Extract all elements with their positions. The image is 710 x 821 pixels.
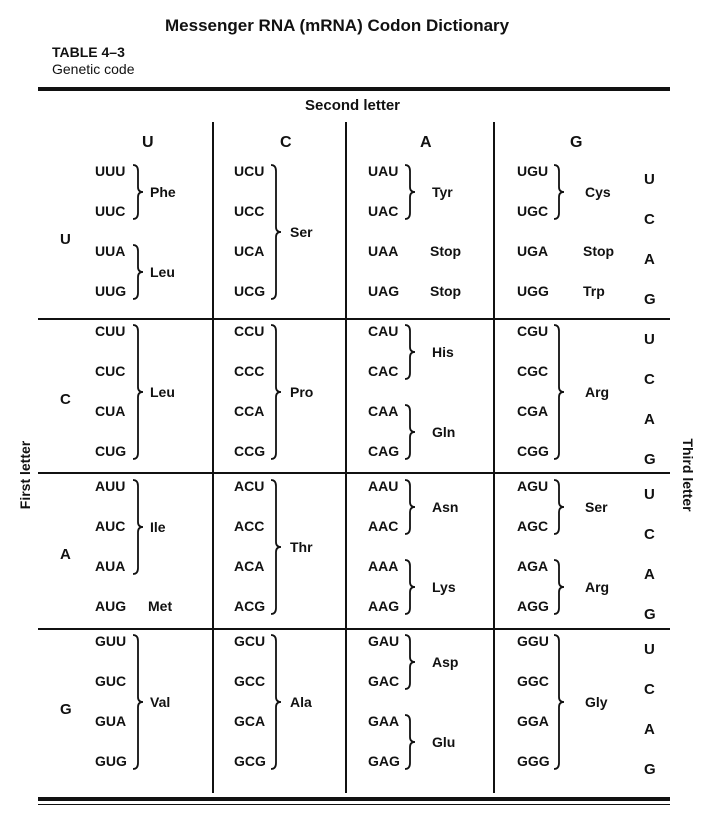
column-header-c: C bbox=[280, 134, 292, 151]
bottom-rule-thin bbox=[38, 804, 670, 805]
column-header-g: G bbox=[570, 134, 583, 151]
third-letter-label: Third letter bbox=[680, 438, 696, 512]
brace bbox=[132, 165, 146, 219]
codon-cga: CGA bbox=[517, 403, 549, 419]
codon-ggu: GGU bbox=[517, 633, 549, 649]
amino-acid-label: Stop bbox=[583, 243, 615, 259]
codon-uaa: UAA bbox=[368, 243, 399, 259]
codon-uga: UGA bbox=[517, 243, 549, 259]
codon-uuu: UUU bbox=[95, 163, 126, 179]
top-rule bbox=[38, 87, 670, 91]
codon-cag: CAG bbox=[368, 443, 400, 459]
codon-ggc: GGC bbox=[517, 673, 549, 689]
codon-ucc: UCC bbox=[234, 203, 265, 219]
third-letter: G bbox=[644, 291, 656, 308]
codon-ccg: CCG bbox=[234, 443, 266, 459]
third-letter: C bbox=[644, 211, 655, 228]
codon-uag: UAG bbox=[368, 283, 400, 299]
amino-acid-label: Trp bbox=[583, 283, 605, 299]
column-divider bbox=[493, 122, 495, 793]
third-letter: A bbox=[644, 251, 655, 268]
third-letter: U bbox=[644, 171, 655, 188]
third-letter: U bbox=[644, 486, 655, 503]
third-letter: G bbox=[644, 761, 656, 778]
codon-gcg: GCG bbox=[234, 753, 266, 769]
bottom-rule bbox=[38, 797, 670, 801]
brace bbox=[404, 560, 418, 614]
amino-acid-label: Gly bbox=[585, 694, 608, 710]
amino-acid-label: Asp bbox=[432, 654, 459, 670]
codon-aua: AUA bbox=[95, 558, 126, 574]
table-subtitle: Genetic code bbox=[52, 61, 135, 77]
codon-gau: GAU bbox=[368, 633, 400, 649]
codon-acu: ACU bbox=[234, 478, 265, 494]
third-letter: C bbox=[644, 371, 655, 388]
codon-guc: GUC bbox=[95, 673, 127, 689]
first-letter-a: A bbox=[60, 546, 71, 563]
amino-acid-label: Ser bbox=[585, 499, 608, 515]
third-letter: A bbox=[644, 566, 655, 583]
codon-gga: GGA bbox=[517, 713, 549, 729]
amino-acid-label: Val bbox=[150, 694, 171, 710]
amino-acid-label: Arg bbox=[585, 579, 610, 595]
amino-acid-label: Ala bbox=[290, 694, 312, 710]
amino-acid-label: Asn bbox=[432, 499, 459, 515]
codon-cug: CUG bbox=[95, 443, 127, 459]
first-letter-c: C bbox=[60, 391, 71, 408]
brace bbox=[132, 245, 146, 299]
third-letter: A bbox=[644, 411, 655, 428]
codon-auu: AUU bbox=[95, 478, 126, 494]
brace bbox=[132, 480, 146, 574]
codon-ucu: UCU bbox=[234, 163, 265, 179]
codon-ucg: UCG bbox=[234, 283, 266, 299]
amino-acid-label: Ile bbox=[150, 519, 166, 535]
codon-gcc: GCC bbox=[234, 673, 266, 689]
codon-ugc: UGC bbox=[517, 203, 549, 219]
codon-aca: ACA bbox=[234, 558, 265, 574]
codon-gag: GAG bbox=[368, 753, 400, 769]
amino-acid-label: Thr bbox=[290, 539, 313, 555]
brace bbox=[404, 715, 418, 769]
codon-uuc: UUC bbox=[95, 203, 126, 219]
first-letter-g: G bbox=[60, 701, 72, 718]
amino-acid-label: Glu bbox=[432, 734, 456, 750]
brace bbox=[270, 635, 284, 769]
codon-aug: AUG bbox=[95, 598, 127, 614]
column-header-u: U bbox=[142, 134, 154, 151]
amino-acid-label: Met bbox=[148, 598, 173, 614]
codon-uau: UAU bbox=[368, 163, 399, 179]
brace bbox=[404, 480, 418, 534]
codon-uac: UAC bbox=[368, 203, 399, 219]
amino-acid-label: Tyr bbox=[432, 184, 453, 200]
codon-aga: AGA bbox=[517, 558, 549, 574]
first-letter-u: U bbox=[60, 231, 71, 248]
codon-aac: AAC bbox=[368, 518, 399, 534]
codon-agc: AGC bbox=[517, 518, 549, 534]
codon-cgg: CGG bbox=[517, 443, 549, 459]
codon-acc: ACC bbox=[234, 518, 265, 534]
brace bbox=[553, 560, 567, 614]
third-letter: U bbox=[644, 641, 655, 658]
third-letter: G bbox=[644, 451, 656, 468]
brace bbox=[553, 480, 567, 534]
brace bbox=[404, 405, 418, 459]
amino-acid-label: His bbox=[432, 344, 454, 360]
brace bbox=[404, 635, 418, 689]
codon-ccc: CCC bbox=[234, 363, 265, 379]
codon-gca: GCA bbox=[234, 713, 266, 729]
brace bbox=[270, 325, 284, 459]
codon-ugg: UGG bbox=[517, 283, 549, 299]
codon-guu: GUU bbox=[95, 633, 127, 649]
brace bbox=[553, 325, 567, 459]
codon-gac: GAC bbox=[368, 673, 400, 689]
third-letter: A bbox=[644, 721, 655, 738]
codon-cuc: CUC bbox=[95, 363, 126, 379]
codon-agu: AGU bbox=[517, 478, 549, 494]
codon-aau: AAU bbox=[368, 478, 399, 494]
codon-cgc: CGC bbox=[517, 363, 549, 379]
row-divider bbox=[38, 628, 670, 630]
brace bbox=[404, 165, 418, 219]
brace bbox=[553, 165, 567, 219]
codon-cgu: CGU bbox=[517, 323, 549, 339]
codon-cua: CUA bbox=[95, 403, 126, 419]
brace bbox=[553, 635, 567, 769]
codon-gcu: GCU bbox=[234, 633, 266, 649]
codon-caa: CAA bbox=[368, 403, 399, 419]
first-letter-label: First letter bbox=[17, 440, 33, 510]
codon-ccu: CCU bbox=[234, 323, 265, 339]
codon-uua: UUA bbox=[95, 243, 126, 259]
codon-gug: GUG bbox=[95, 753, 127, 769]
third-letter: C bbox=[644, 526, 655, 543]
codon-aaa: AAA bbox=[368, 558, 399, 574]
amino-acid-label: Lys bbox=[432, 579, 456, 595]
codon-gua: GUA bbox=[95, 713, 127, 729]
brace bbox=[132, 325, 146, 459]
amino-acid-label: Stop bbox=[430, 283, 462, 299]
codon-ugu: UGU bbox=[517, 163, 549, 179]
second-letter-label: Second letter bbox=[305, 97, 401, 114]
codon-cau: CAU bbox=[368, 323, 399, 339]
row-divider bbox=[38, 318, 670, 320]
codon-cuu: CUU bbox=[95, 323, 126, 339]
brace bbox=[270, 480, 284, 614]
table-number: TABLE 4–3 bbox=[52, 44, 125, 60]
amino-acid-label: Pro bbox=[290, 384, 314, 400]
brace bbox=[270, 165, 284, 299]
column-divider bbox=[212, 122, 214, 793]
amino-acid-label: Arg bbox=[585, 384, 610, 400]
codon-uug: UUG bbox=[95, 283, 127, 299]
codon-ggg: GGG bbox=[517, 753, 550, 769]
page-title: Messenger RNA (mRNA) Codon Dictionary bbox=[165, 16, 510, 35]
amino-acid-label: Phe bbox=[150, 184, 176, 200]
amino-acid-label: Ser bbox=[290, 224, 313, 240]
codon-aag: AAG bbox=[368, 598, 400, 614]
third-letter: U bbox=[644, 331, 655, 348]
brace bbox=[404, 325, 418, 379]
codon-acg: ACG bbox=[234, 598, 266, 614]
codon-agg: AGG bbox=[517, 598, 549, 614]
brace bbox=[132, 635, 146, 769]
codon-auc: AUC bbox=[95, 518, 126, 534]
codon-uca: UCA bbox=[234, 243, 265, 259]
amino-acid-label: Leu bbox=[150, 264, 175, 280]
codon-cca: CCA bbox=[234, 403, 265, 419]
column-divider bbox=[345, 122, 347, 793]
third-letter: C bbox=[644, 681, 655, 698]
codon-gaa: GAA bbox=[368, 713, 400, 729]
amino-acid-label: Gln bbox=[432, 424, 456, 440]
column-header-a: A bbox=[420, 134, 432, 151]
amino-acid-label: Stop bbox=[430, 243, 462, 259]
amino-acid-label: Cys bbox=[585, 184, 611, 200]
row-divider bbox=[38, 472, 670, 474]
third-letter: G bbox=[644, 606, 656, 623]
codon-cac: CAC bbox=[368, 363, 399, 379]
amino-acid-label: Leu bbox=[150, 384, 175, 400]
